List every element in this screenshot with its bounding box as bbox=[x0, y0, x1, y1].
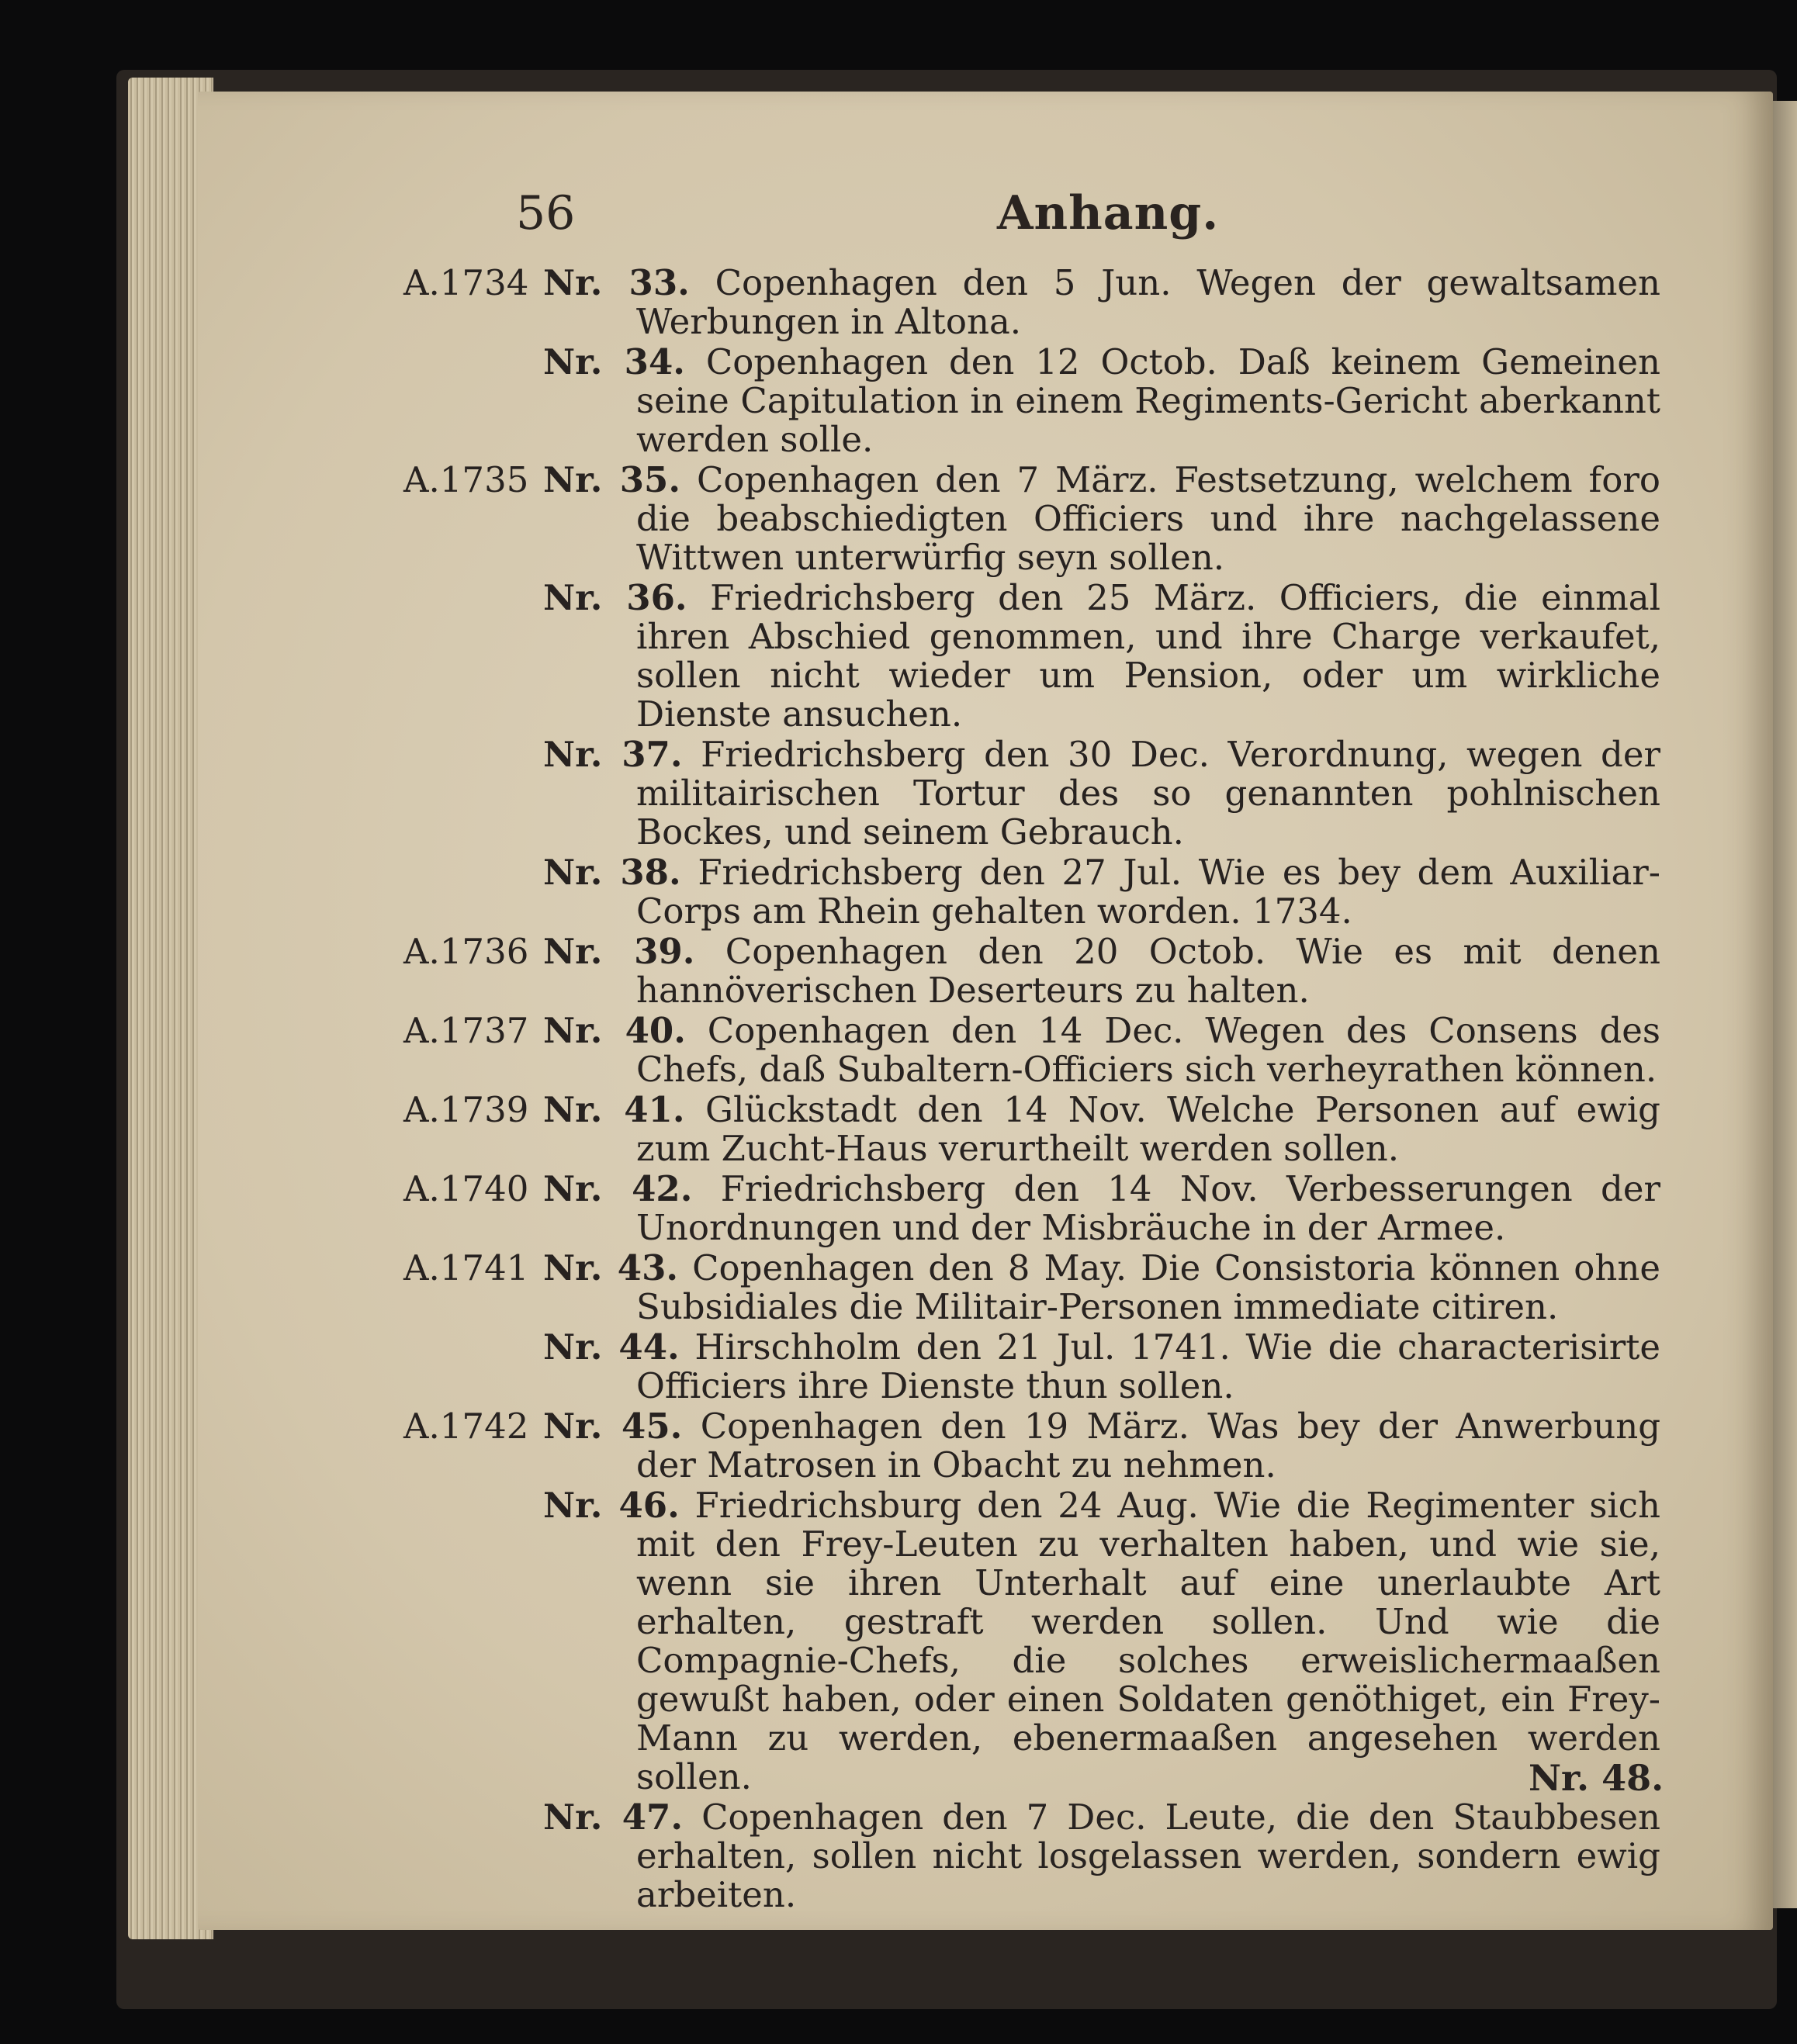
entry-body bbox=[543, 577, 1660, 735]
list-item bbox=[403, 461, 1660, 577]
entry-number: Nr. 34. bbox=[543, 341, 685, 382]
entry-body bbox=[543, 931, 1660, 1011]
entry-body bbox=[543, 341, 1660, 460]
list-item bbox=[403, 1091, 1660, 1168]
catchword: Nr. 48. bbox=[1529, 1757, 1664, 1799]
entry-text: Copenhagen den 14 Dec. Wegen des Consens des Chefs, daß Subaltern-Officiers sich verheyrathen können. bbox=[636, 1010, 1660, 1090]
entry-body bbox=[543, 852, 1660, 932]
list-item bbox=[403, 1170, 1660, 1247]
entry-text: Friedrichsberg den 27 Jul. Wie es bey dem Auxiliar-Corps am Rhein gehalten worden. 1734. bbox=[636, 852, 1660, 932]
list-item bbox=[403, 579, 1660, 734]
entry-text: Copenhagen den 8 May. Die Consistoria können ohne Subsidiales die Militair-Personen immediate citiren. bbox=[636, 1247, 1660, 1327]
entry-text: Copenhagen den 20 Octob. Wie es mit denen hannöverischen Deserteurs zu halten. bbox=[636, 931, 1660, 1011]
entry-number: Nr. 46. bbox=[543, 1485, 680, 1526]
entry-body bbox=[543, 1797, 1660, 1915]
entry-number: Nr. 45. bbox=[543, 1406, 683, 1447]
page-header bbox=[516, 186, 1220, 248]
entry-number: Nr. 47. bbox=[543, 1797, 684, 1838]
entry-number: Nr. 41. bbox=[543, 1089, 685, 1130]
entry-list bbox=[403, 264, 1660, 1916]
entry-text: Copenhagen den 12 Octob. Daß keinem Gemeinen seine Capitulation in einem Regiments-Gericht aberkannt werden solle. bbox=[636, 341, 1660, 460]
entry-body bbox=[543, 1485, 1660, 1797]
entry-text: Copenhagen den 19 März. Was bey der Anwerbung der Matrosen in Obacht zu nehmen. bbox=[636, 1406, 1660, 1485]
entry-number: Nr. 38. bbox=[543, 852, 681, 893]
entry-text: Copenhagen den 7 März. Festsetzung, welchem foro die beabschiedigten Officiers und ihre nachgelassene Wittwen unterwürfig seyn sollen. bbox=[636, 459, 1660, 578]
entry-number: Nr. 42. bbox=[543, 1168, 693, 1209]
entry-year: A.1737 bbox=[403, 1010, 529, 1051]
entry-number: Nr. 40. bbox=[543, 1010, 686, 1051]
entry-number: Nr. 39. bbox=[543, 931, 695, 972]
entry-body bbox=[543, 1247, 1660, 1327]
list-item bbox=[403, 1798, 1660, 1914]
entry-year: A.1734 bbox=[403, 262, 529, 303]
entry-text: Hirschholm den 21 Jul. 1741. Wie die characterisirte Officiers ihre Dienste thun sollen. bbox=[636, 1326, 1660, 1406]
entry-body bbox=[543, 459, 1660, 578]
entry-year: A.1736 bbox=[403, 931, 529, 972]
list-item bbox=[403, 1407, 1660, 1485]
entry-body bbox=[543, 1326, 1660, 1406]
list-item bbox=[403, 735, 1660, 852]
entry-text: Copenhagen den 5 Jun. Wegen der gewaltsamen Werbungen in Altona. bbox=[636, 262, 1660, 342]
page-number: 56 bbox=[516, 186, 576, 240]
entry-number: Nr. 43. bbox=[543, 1247, 679, 1288]
entry-body bbox=[543, 1089, 1660, 1169]
list-item bbox=[403, 1012, 1660, 1089]
entry-text: Copenhagen den 7 Dec. Leute, die den Staubbesen erhalten, sollen nicht losgelassen werden, sondern ewig arbeiten. bbox=[636, 1797, 1660, 1915]
entry-body bbox=[543, 262, 1660, 342]
entry-number: Nr. 35. bbox=[543, 459, 680, 500]
entry-number: Nr. 36. bbox=[543, 577, 687, 618]
entry-text: Glückstadt den 14 Nov. Welche Personen auf ewig zum Zucht-Haus verurtheilt werden sollen. bbox=[636, 1089, 1660, 1169]
entry-body bbox=[543, 1406, 1660, 1485]
list-item bbox=[403, 264, 1660, 341]
running-title: Anhang. bbox=[997, 186, 1220, 240]
entry-year: A.1735 bbox=[403, 459, 529, 500]
entry-body bbox=[543, 1010, 1660, 1090]
entry-year: A.1741 bbox=[403, 1247, 529, 1288]
entry-body bbox=[543, 734, 1660, 853]
entry-text: Friedrichsberg den 30 Dec. Verordnung, wegen der militairischen Tortur des so genannten pohlnischen Bockes, und seinem Gebrauch. bbox=[636, 734, 1660, 853]
entry-body bbox=[543, 1168, 1660, 1248]
entry-year: A.1740 bbox=[403, 1168, 529, 1209]
entry-year: A.1742 bbox=[403, 1406, 529, 1447]
list-item bbox=[403, 1328, 1660, 1406]
list-item bbox=[403, 1249, 1660, 1326]
list-item bbox=[403, 343, 1660, 459]
entry-number: Nr. 37. bbox=[543, 734, 683, 775]
list-item bbox=[403, 853, 1660, 931]
entry-number: Nr. 33. bbox=[543, 262, 690, 303]
entry-text: Friedrichsberg den 25 März. Officiers, die einmal ihren Abschied genommen, und ihre Charge verkaufet, sollen nicht wieder um Pension, oder um wirkliche Dienste ansuchen. bbox=[636, 577, 1660, 735]
list-item bbox=[403, 1486, 1660, 1797]
entry-text: Friedrichsburg den 24 Aug. Wie die Regimenter sich mit den Frey-Leuten zu verhalten haben, und wie sie, wenn sie ihren Unterhalt auf eine unerlaubte Art erhalten, gestraft werden sollen. Und wie die Compagnie-Chefs, die solches erweislichermaaßen gewußt haben, oder einen Soldaten genöthiget, ein Frey-Mann zu werden, ebenermaaßen angesehen werden sollen. bbox=[636, 1485, 1660, 1797]
entry-number: Nr. 44. bbox=[543, 1326, 680, 1368]
list-item bbox=[403, 932, 1660, 1010]
entry-text: Friedrichsberg den 14 Nov. Verbesserungen der Unordnungen und der Misbräuche in der Armee. bbox=[636, 1168, 1660, 1248]
entry-year: A.1739 bbox=[403, 1089, 529, 1130]
